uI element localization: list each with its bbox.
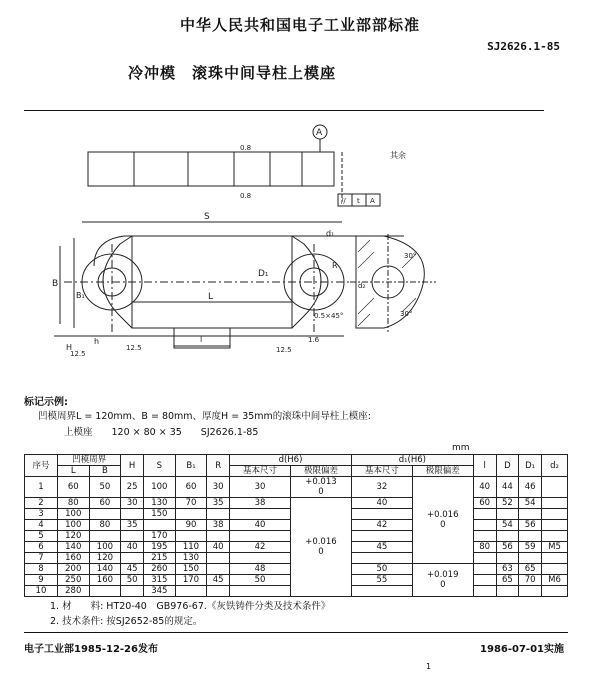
dim-R-label: R xyxy=(332,261,338,270)
cell-no: 6 xyxy=(25,542,58,553)
header-d1-basic: 基本尺寸 xyxy=(351,466,412,477)
header-seq: 序号 xyxy=(25,455,58,477)
cell-l: 80 xyxy=(473,542,496,553)
cell-r: 45 xyxy=(207,575,230,586)
plate-outline xyxy=(94,236,404,266)
cell-d: 38 xyxy=(230,498,291,509)
table-header-row-1 xyxy=(25,455,568,466)
cell-b1: 110 xyxy=(175,542,207,553)
cell-h: 50 xyxy=(121,575,144,586)
cell-d xyxy=(496,509,519,520)
cell-s: 315 xyxy=(144,575,176,586)
dim-h-label: h xyxy=(94,337,100,346)
cell-d-deviation: +0.013 0 xyxy=(290,477,351,498)
cell-d1: 65 xyxy=(519,564,542,575)
roughness-rest-label: 其余 xyxy=(390,151,406,160)
header-S: S xyxy=(144,455,176,477)
roughness-12-5-right: 12.5 xyxy=(276,346,292,354)
cell-l: 120 xyxy=(57,531,89,542)
cell-d2 xyxy=(542,531,568,542)
cell-r: 38 xyxy=(207,520,230,531)
cell-b1: 60 xyxy=(175,477,207,498)
cell-no: 9 xyxy=(25,575,58,586)
cell-d2: M5 xyxy=(542,542,568,553)
standard-number: SJ2626.1-85 xyxy=(487,40,560,53)
datum-label: A xyxy=(316,128,323,138)
cell-s: 215 xyxy=(144,553,176,564)
cell-l: 60 xyxy=(473,498,496,509)
dim-d1-label: d₁ xyxy=(326,229,335,238)
note-technical: 2. 技术条件: 按SJ2652-85的规定。 xyxy=(50,616,203,627)
cell-d1: 55 xyxy=(351,575,412,586)
cell-s: 130 xyxy=(144,498,176,509)
header-d1-dev: 极限偏差 xyxy=(412,466,473,477)
cell-r xyxy=(207,564,230,575)
cell-l: 200 xyxy=(57,564,89,575)
cell-h: 30 xyxy=(121,498,144,509)
cell-b1 xyxy=(175,509,207,520)
cell-l: 280 xyxy=(57,586,89,597)
roughness-side: 0.8 xyxy=(240,144,252,152)
table-body xyxy=(25,477,568,597)
cell-d1: 45 xyxy=(351,542,412,553)
cell-d1: 59 xyxy=(519,542,542,553)
cell-r: 30 xyxy=(207,477,230,498)
implement-date: 1986-07-01实施 xyxy=(480,644,564,655)
dim-L-label: L xyxy=(208,292,214,302)
dim-B-label: B xyxy=(52,279,59,289)
header-divider xyxy=(24,110,544,111)
cell-d: 44 xyxy=(496,477,519,498)
cell-r xyxy=(207,586,230,597)
cell-l xyxy=(473,564,496,575)
tolerance-sym-3: A xyxy=(370,197,375,205)
cell-d: 56 xyxy=(496,542,519,553)
cell-b1: 70 xyxy=(175,498,207,509)
header-l: l xyxy=(473,455,496,477)
cell-b: 60 xyxy=(89,498,121,509)
cell-h xyxy=(121,531,144,542)
cell-d xyxy=(230,531,291,542)
cell-d1: 56 xyxy=(519,520,542,531)
publish-date: 电子工业部1985-12-26发布 xyxy=(24,644,158,655)
cell-r xyxy=(207,553,230,564)
cell-l: 40 xyxy=(473,477,496,498)
cell-b1 xyxy=(175,586,207,597)
cell-d1 xyxy=(351,586,412,597)
cell-l: 140 xyxy=(57,542,89,553)
cell-d2 xyxy=(542,520,568,531)
cell-d1-deviation: +0.019 0 xyxy=(412,564,473,597)
marking-example-line-1: 凹模周界L = 120mm、B = 80mm、厚度H = 35mm的滚珠中间导柱上模座: xyxy=(38,411,371,422)
cell-l: 100 xyxy=(57,509,89,520)
cell-b: 120 xyxy=(89,553,121,564)
cell-no: 7 xyxy=(25,553,58,564)
cell-d: 65 xyxy=(496,575,519,586)
cell-b1 xyxy=(175,531,207,542)
cell-s: 195 xyxy=(144,542,176,553)
dim-H-label: H xyxy=(66,343,73,352)
cell-no: 3 xyxy=(25,509,58,520)
marking-example-label: 标记示例: xyxy=(24,397,68,408)
cell-h xyxy=(121,509,144,520)
cell-h xyxy=(121,553,144,564)
cell-l: 250 xyxy=(57,575,89,586)
dimension-table xyxy=(24,454,568,597)
cell-d: 30 xyxy=(230,477,291,498)
header-B1: B₁ xyxy=(175,455,207,477)
header-d-basic: 基本尺寸 xyxy=(230,466,291,477)
cell-b1: 170 xyxy=(175,575,207,586)
cell-no: 4 xyxy=(25,520,58,531)
cell-d1 xyxy=(519,586,542,597)
section-d2-label: d₂ xyxy=(358,282,366,290)
table-row xyxy=(25,498,568,509)
cell-d: 54 xyxy=(496,520,519,531)
header-D: D xyxy=(496,455,519,477)
cell-l xyxy=(473,575,496,586)
header-die-perimeter: 凹模周界 xyxy=(57,455,120,466)
roughness-12-5-left: 12.5 xyxy=(70,350,86,358)
cell-l: 60 xyxy=(57,477,89,498)
cell-b: 100 xyxy=(89,542,121,553)
cell-b1: 90 xyxy=(175,520,207,531)
dim-D1-label: D₁ xyxy=(258,269,269,279)
cell-no: 5 xyxy=(25,531,58,542)
cell-d1: 42 xyxy=(351,520,412,531)
roughness-1-6: 1.6 xyxy=(308,336,320,344)
header-B: B xyxy=(89,466,121,477)
cell-d1 xyxy=(519,553,542,564)
header-d1: d₁(H6) xyxy=(351,455,473,466)
cell-l xyxy=(473,509,496,520)
cell-b: 80 xyxy=(89,520,121,531)
cell-r xyxy=(207,509,230,520)
cell-d: 52 xyxy=(496,498,519,509)
cell-d1 xyxy=(351,509,412,520)
cell-d xyxy=(496,586,519,597)
header-R: R xyxy=(207,455,230,477)
org-standard-title: 中华人民共和国电子工业部部标准 xyxy=(179,16,420,34)
cell-d xyxy=(230,586,291,597)
cell-d: 40 xyxy=(230,520,291,531)
cell-d xyxy=(496,531,519,542)
cell-h: 40 xyxy=(121,542,144,553)
note-material: 1. 材 料: HT20-40 GB976-67.《灰铁铸件分类及技术条件》 xyxy=(50,601,331,612)
cell-s: 150 xyxy=(144,509,176,520)
cell-d1: 32 xyxy=(351,477,412,498)
header-d: d(H6) xyxy=(230,455,352,466)
cell-d1: 54 xyxy=(519,498,542,509)
cell-r: 40 xyxy=(207,542,230,553)
cell-no: 10 xyxy=(25,586,58,597)
document-title: 冷冲模 滚珠中间导柱上模座 xyxy=(128,64,337,82)
cell-h: 35 xyxy=(121,520,144,531)
cell-l: 100 xyxy=(57,520,89,531)
roughness-side-bottom: 0.8 xyxy=(240,192,252,200)
page-number: 1 xyxy=(426,662,432,671)
cell-s: 260 xyxy=(144,564,176,575)
cell-d1: 50 xyxy=(351,564,412,575)
cell-no: 2 xyxy=(25,498,58,509)
cell-l xyxy=(473,586,496,597)
cell-d2 xyxy=(542,586,568,597)
cell-b1: 150 xyxy=(175,564,207,575)
cell-l xyxy=(473,553,496,564)
cell-b xyxy=(89,586,121,597)
cell-h: 25 xyxy=(121,477,144,498)
cell-b: 50 xyxy=(89,477,121,498)
header-D1: D₁ xyxy=(519,455,542,477)
tolerance-sym-2: t xyxy=(357,197,360,205)
cell-d1: 40 xyxy=(351,498,412,509)
cell-s: 170 xyxy=(144,531,176,542)
cell-d: 48 xyxy=(230,564,291,575)
cell-d1-deviation: +0.016 0 xyxy=(412,477,473,564)
cell-b xyxy=(89,509,121,520)
cell-no: 1 xyxy=(25,477,58,498)
header-d-dev: 极限偏差 xyxy=(290,466,351,477)
angle-top: 30° xyxy=(404,252,417,260)
header-L: L xyxy=(57,466,89,477)
header-H: H xyxy=(121,455,144,477)
cell-b xyxy=(89,531,121,542)
cell-d1 xyxy=(519,531,542,542)
cell-d2 xyxy=(542,477,568,498)
cell-d1: 70 xyxy=(519,575,542,586)
dim-B1-label: B₁ xyxy=(76,291,85,300)
cell-d xyxy=(230,509,291,520)
cell-s xyxy=(144,520,176,531)
cell-h: 45 xyxy=(121,564,144,575)
side-view-outline xyxy=(88,152,334,186)
cell-d xyxy=(230,553,291,564)
cell-b1: 130 xyxy=(175,553,207,564)
cell-d: 63 xyxy=(496,564,519,575)
cell-l xyxy=(473,520,496,531)
cell-b: 160 xyxy=(89,575,121,586)
tolerance-sym-1: // xyxy=(341,197,346,205)
cell-b: 140 xyxy=(89,564,121,575)
cell-d1 xyxy=(519,509,542,520)
cell-s: 100 xyxy=(144,477,176,498)
cell-no: 8 xyxy=(25,564,58,575)
cell-h xyxy=(121,586,144,597)
cell-d1 xyxy=(351,531,412,542)
cell-l: 160 xyxy=(57,553,89,564)
cell-l xyxy=(473,531,496,542)
chamfer-label: 0.5×45° xyxy=(314,312,344,320)
cell-r xyxy=(207,531,230,542)
table-unit: mm xyxy=(452,443,470,453)
header-d2: d₂ xyxy=(542,455,568,477)
cell-d2 xyxy=(542,498,568,509)
table-row xyxy=(25,477,568,498)
roughness-12-5-mid: 12.5 xyxy=(126,344,142,352)
dim-S-label: S xyxy=(204,212,210,222)
cell-d xyxy=(496,553,519,564)
cell-d: 50 xyxy=(230,575,291,586)
cell-d2: M6 xyxy=(542,575,568,586)
cell-d1 xyxy=(351,553,412,564)
cell-d1: 46 xyxy=(519,477,542,498)
angle-bottom: 30° xyxy=(400,310,413,318)
cell-l: 80 xyxy=(57,498,89,509)
cell-s: 345 xyxy=(144,586,176,597)
cell-r: 35 xyxy=(207,498,230,509)
cell-d2 xyxy=(542,553,568,564)
footer-divider xyxy=(24,632,568,633)
cell-d-deviation: +0.016 0 xyxy=(290,498,351,597)
cell-d2 xyxy=(542,564,568,575)
dim-l-label: l xyxy=(200,335,203,344)
cell-d2 xyxy=(542,509,568,520)
marking-example-line-2: 上模座 120 × 80 × 35 SJ2626.1-85 xyxy=(64,427,259,438)
technical-drawing xyxy=(24,118,464,358)
cell-d: 42 xyxy=(230,542,291,553)
